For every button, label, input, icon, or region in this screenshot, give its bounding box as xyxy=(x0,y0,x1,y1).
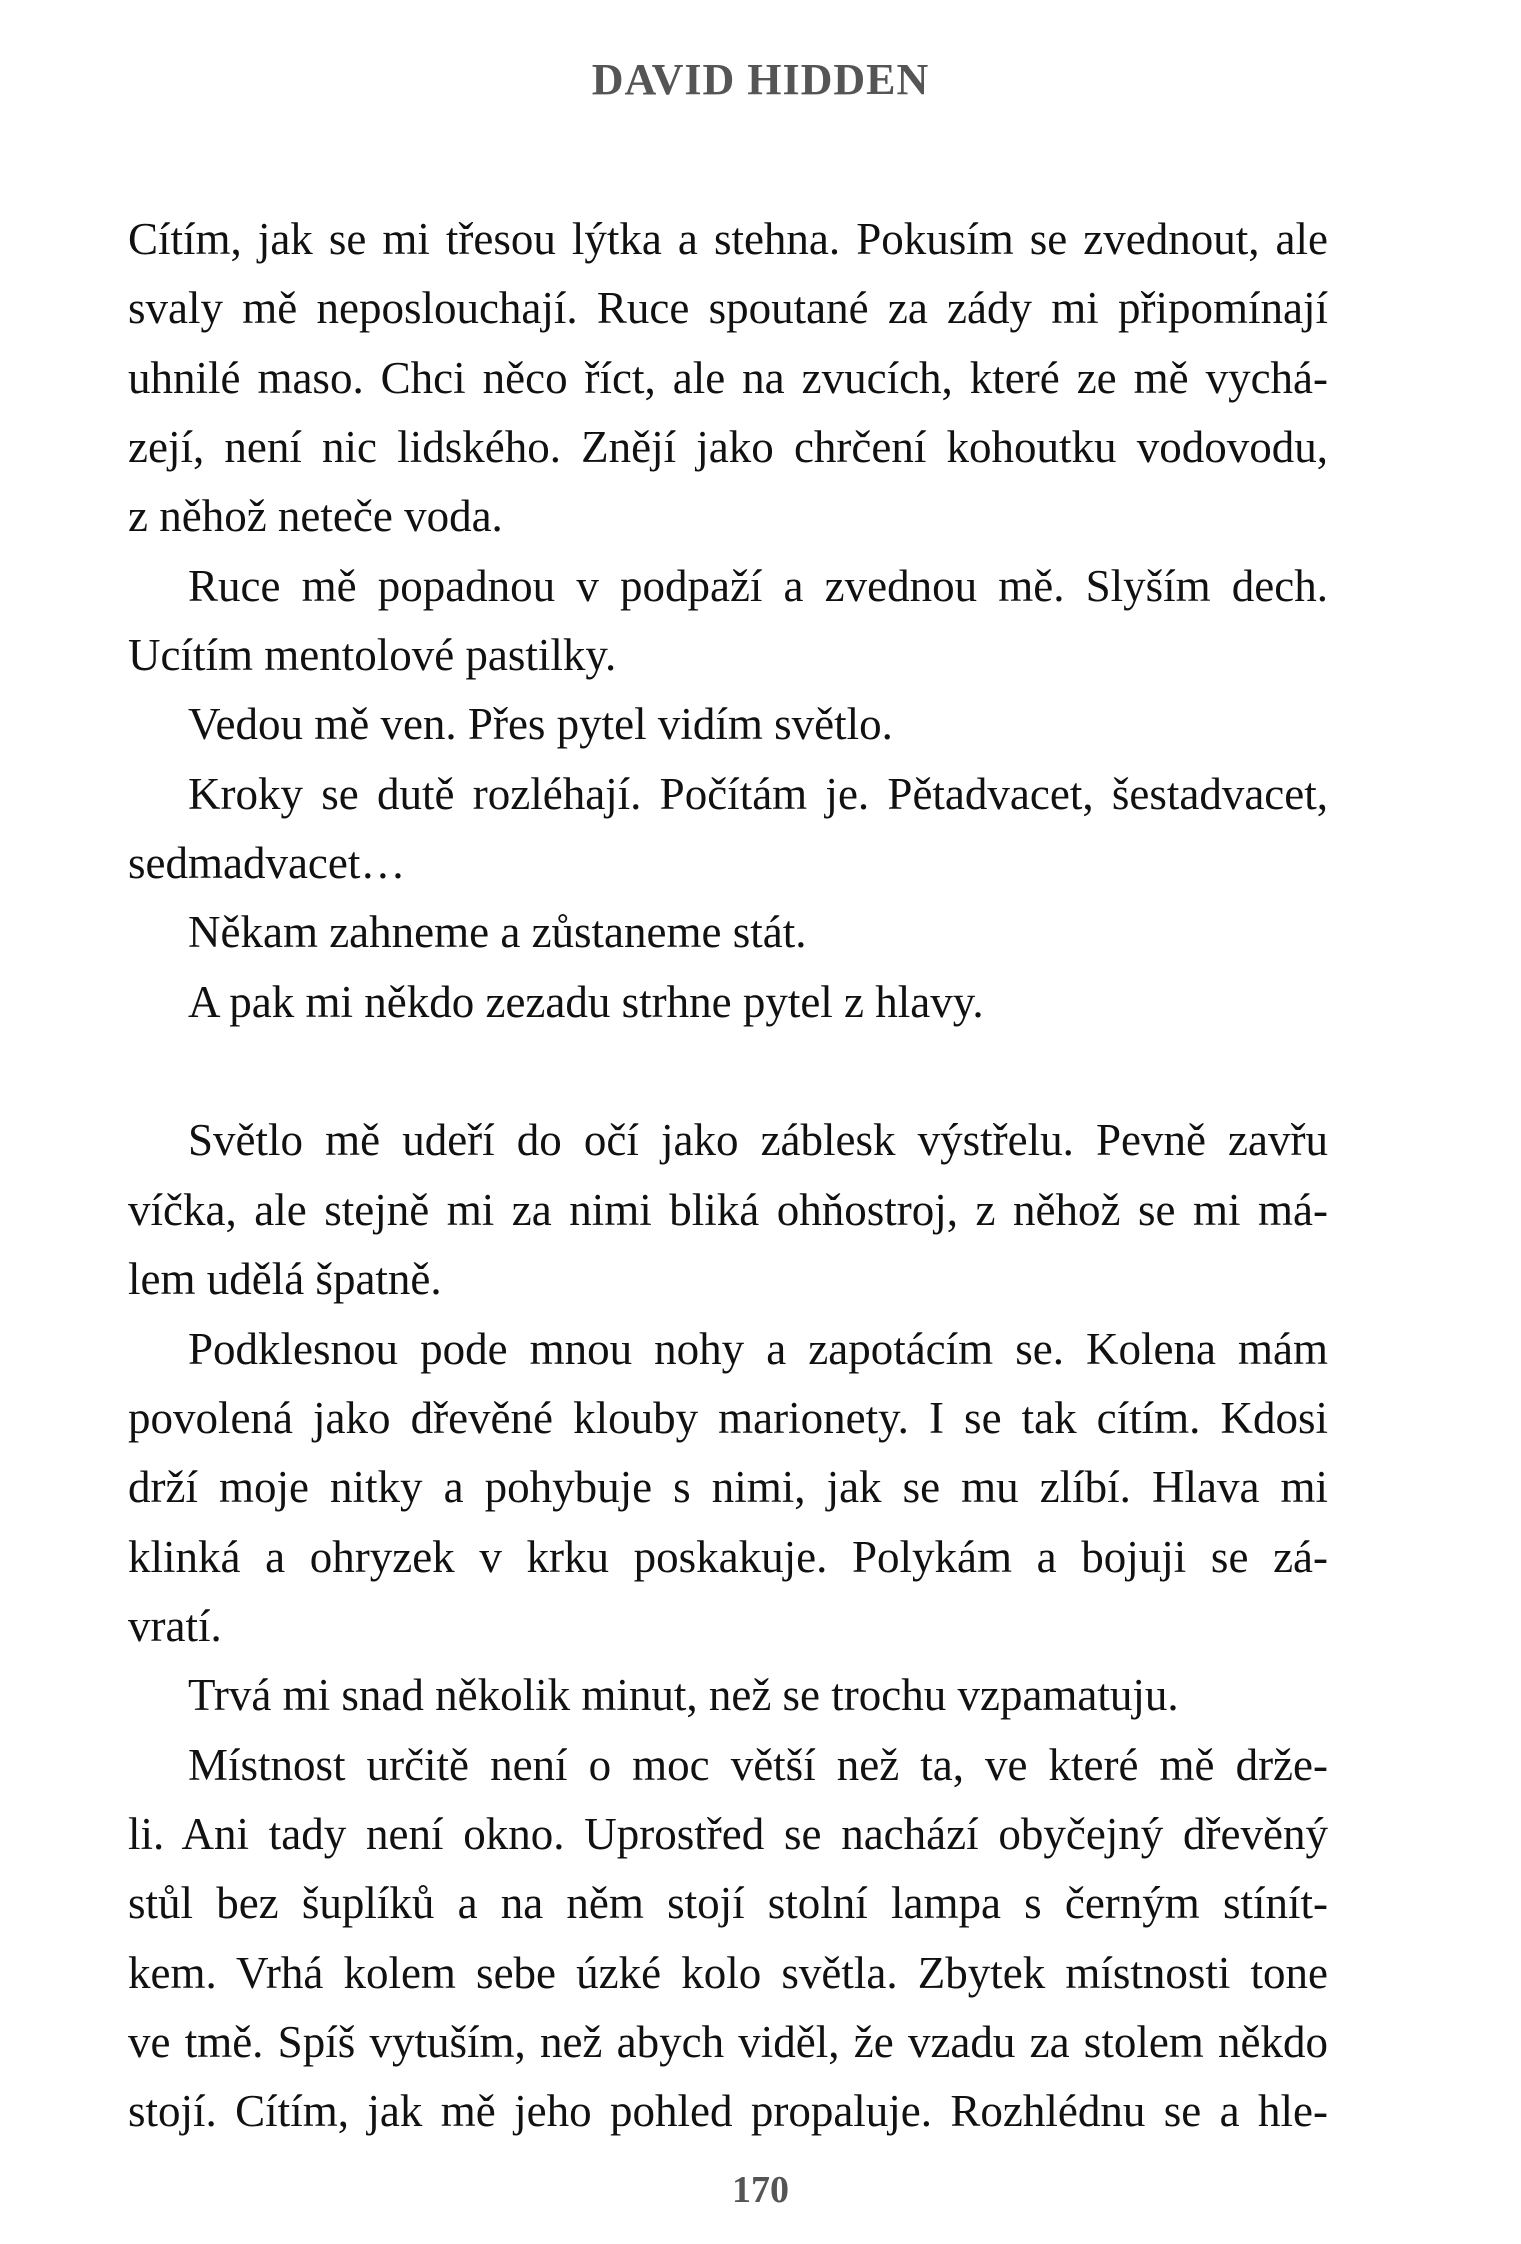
text-line: stůl bez šuplíků a na něm stojí stolní lampa s černým stínít- xyxy=(128,1878,1328,1929)
page-number: 170 xyxy=(732,2169,789,2211)
text-line: Trvá mi snad několik minut, než se trochu vzpamatuju. xyxy=(188,1670,1179,1721)
text-line: drží moje nitky a pohybuje s nimi, jak se mu zlíbí. Hlava mi xyxy=(128,1462,1328,1513)
text-line: sedmadvacet… xyxy=(128,838,406,889)
text-line: svaly mě neposlouchají. Ruce spoutané za zády mi připomínají xyxy=(128,283,1328,334)
text-line: Ucítím mentolové pastilky. xyxy=(128,630,617,681)
text-line: A pak mi někdo zezadu strhne pytel z hlavy. xyxy=(188,976,984,1027)
text-line: stojí. Cítím, jak mě jeho pohled propaluje. Rozhlédnu se a hle- xyxy=(128,2086,1328,2137)
running-header-author: DAVID HIDDEN xyxy=(591,55,930,104)
text-line: Kroky se dutě rozléhají. Počítám je. Pětadvacet, šestadvacet, xyxy=(188,768,1328,819)
body-text xyxy=(128,205,1328,2147)
text-line: Ruce mě popadnou v podpaží a zvednou mě. Slyším dech. xyxy=(188,560,1328,611)
text-line: Cítím, jak se mi třesou lýtka a stehna. Pokusím se zvednout, ale xyxy=(128,214,1328,264)
text-line: Někam zahneme a zůstaneme stát. xyxy=(188,907,807,958)
text-line: z něhož neteče voda. xyxy=(128,491,503,542)
text-line: ve tmě. Spíš vytuším, než abych viděl, že vzadu za stolem někdo xyxy=(128,2016,1328,2067)
text-line: kem. Vrhá kolem sebe úzké kolo světla. Zbytek místnosti tone xyxy=(128,1947,1328,1998)
text-line: uhnilé maso. Chci něco říct, ale na zvucích, které ze mě vychá- xyxy=(128,352,1328,403)
text-line: víčka, ale stejně mi za nimi bliká ohňostroj, z něhož se mi má- xyxy=(128,1184,1328,1235)
text-line: lem udělá špatně. xyxy=(128,1254,442,1305)
text-line: zejí, není nic lidského. Znějí jako chrčení kohoutku vodovodu, xyxy=(128,422,1328,473)
text-line: Podklesnou pode mnou nohy a zapotácím se. Kolena mám xyxy=(188,1323,1328,1374)
text-line: Vedou mě ven. Přes pytel vidím světlo. xyxy=(188,699,893,750)
text-line: vratí. xyxy=(128,1600,222,1651)
text-line: Místnost určitě není o moc větší než ta, ve které mě drže- xyxy=(188,1739,1328,1790)
text-line: Světlo mě udeří do očí jako záblesk výstřelu. Pevně zavřu xyxy=(188,1115,1328,1166)
text-line: klinká a ohryzek v krku poskakuje. Polykám a bojuji se zá- xyxy=(128,1531,1328,1582)
text-line: povolená jako dřevěné klouby marionety. I se tak cítím. Kdosi xyxy=(128,1392,1328,1443)
blank-line xyxy=(128,1037,1328,1106)
text-line: li. Ani tady není okno. Uprostřed se nachází obyčejný dřevěný xyxy=(128,1808,1328,1859)
